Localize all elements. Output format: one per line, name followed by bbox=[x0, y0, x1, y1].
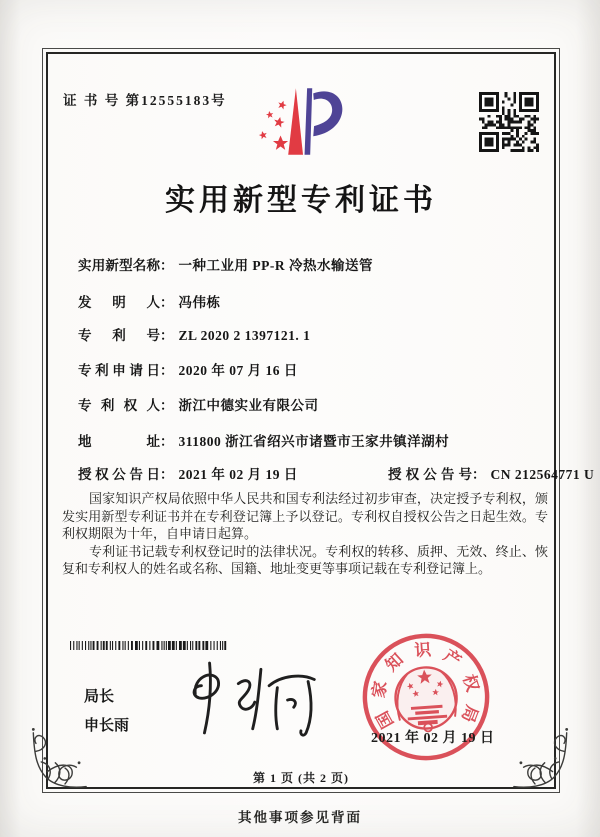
field-value: ZL 2020 2 1397121. 1 bbox=[178, 328, 311, 343]
field-colon: ： bbox=[160, 467, 174, 482]
svg-text:权: 权 bbox=[459, 672, 483, 694]
cnipa-logo-icon bbox=[256, 84, 348, 162]
field-label: 专利号 bbox=[78, 328, 160, 343]
certificate-number: 证 书 号 第12555183号 bbox=[63, 93, 227, 108]
field-value: 冯伟栋 bbox=[178, 295, 221, 310]
svg-text:知: 知 bbox=[381, 649, 408, 675]
field-label: 专利申请日 bbox=[78, 363, 160, 378]
field-row-name bbox=[78, 254, 373, 274]
qr-code-icon bbox=[479, 92, 539, 152]
document-title: 实用新型专利证书 bbox=[165, 184, 437, 217]
svg-text:家: 家 bbox=[368, 679, 391, 700]
svg-text:国: 国 bbox=[372, 707, 398, 732]
field-label: 授权公告日 bbox=[78, 467, 160, 482]
director-signature bbox=[170, 659, 320, 737]
official-seal bbox=[352, 623, 499, 770]
field-label: 地址 bbox=[78, 434, 160, 449]
field-row-inventor bbox=[78, 291, 221, 311]
field-row-filing-date bbox=[78, 359, 298, 379]
page-number: 第 1 页 (共 2 页) bbox=[253, 771, 349, 785]
field-label: 专利权人 bbox=[78, 398, 160, 413]
legal-paragraph-1: 国家知识产权局依照中华人民共和国专利法经过初步审查，决定授予专利权，颁发实用新型专利证书并在专利登记簿上予以登记。专利权自授权公告之日起生效。专利权期限为十年，自申请日起算。 bbox=[62, 491, 548, 542]
field-row-patentee bbox=[78, 394, 319, 414]
svg-text:局: 局 bbox=[457, 702, 482, 726]
director-title: 局长 bbox=[84, 689, 115, 705]
field-colon: ： bbox=[160, 363, 174, 378]
director-name: 申长雨 bbox=[84, 718, 130, 734]
field-value: CN 212564771 U bbox=[490, 467, 595, 482]
field-row-grant bbox=[78, 463, 595, 483]
field-label: 授权公告号 bbox=[388, 467, 472, 482]
field-value: 311800 浙江省绍兴市诸暨市王家井镇洋湖村 bbox=[178, 434, 450, 449]
svg-text:识: 识 bbox=[413, 640, 432, 661]
svg-text:产: 产 bbox=[440, 645, 465, 671]
field-label: 实用新型名称 bbox=[78, 258, 160, 273]
field-colon: ： bbox=[160, 258, 174, 273]
field-row-address bbox=[78, 430, 449, 450]
field-colon: ： bbox=[160, 434, 174, 449]
field-colon: ： bbox=[160, 328, 174, 343]
director-block bbox=[84, 683, 129, 741]
seal-date: 2021 年 02 月 19 日 bbox=[371, 731, 495, 746]
national-emblem-icon bbox=[393, 665, 458, 733]
field-row-patent-no bbox=[78, 324, 310, 344]
field-value: 2021 年 02 月 19 日 bbox=[178, 467, 298, 482]
field-value: 浙江中德实业有限公司 bbox=[178, 398, 319, 413]
barcode-icon bbox=[70, 641, 230, 650]
legal-paragraph-2: 专利证书记载专利权登记时的法律状况。专利权的转移、质押、无效、终止、恢复和专利权人的姓名或名称、国籍、地址变更等事项记载在专利登记簿上。 bbox=[62, 543, 548, 577]
field-value: 2020 年 07 月 16 日 bbox=[178, 363, 298, 378]
footer-note: 其他事项参见背面 bbox=[238, 810, 362, 825]
field-value: 一种工业用 PP-R 冷热水输送管 bbox=[178, 258, 373, 273]
legal-text bbox=[62, 490, 548, 578]
field-colon: ： bbox=[160, 295, 174, 310]
field-colon: ： bbox=[472, 467, 486, 482]
field-colon: ： bbox=[160, 398, 174, 413]
field-grant-number bbox=[388, 463, 594, 483]
field-label: 发明人 bbox=[78, 295, 160, 310]
